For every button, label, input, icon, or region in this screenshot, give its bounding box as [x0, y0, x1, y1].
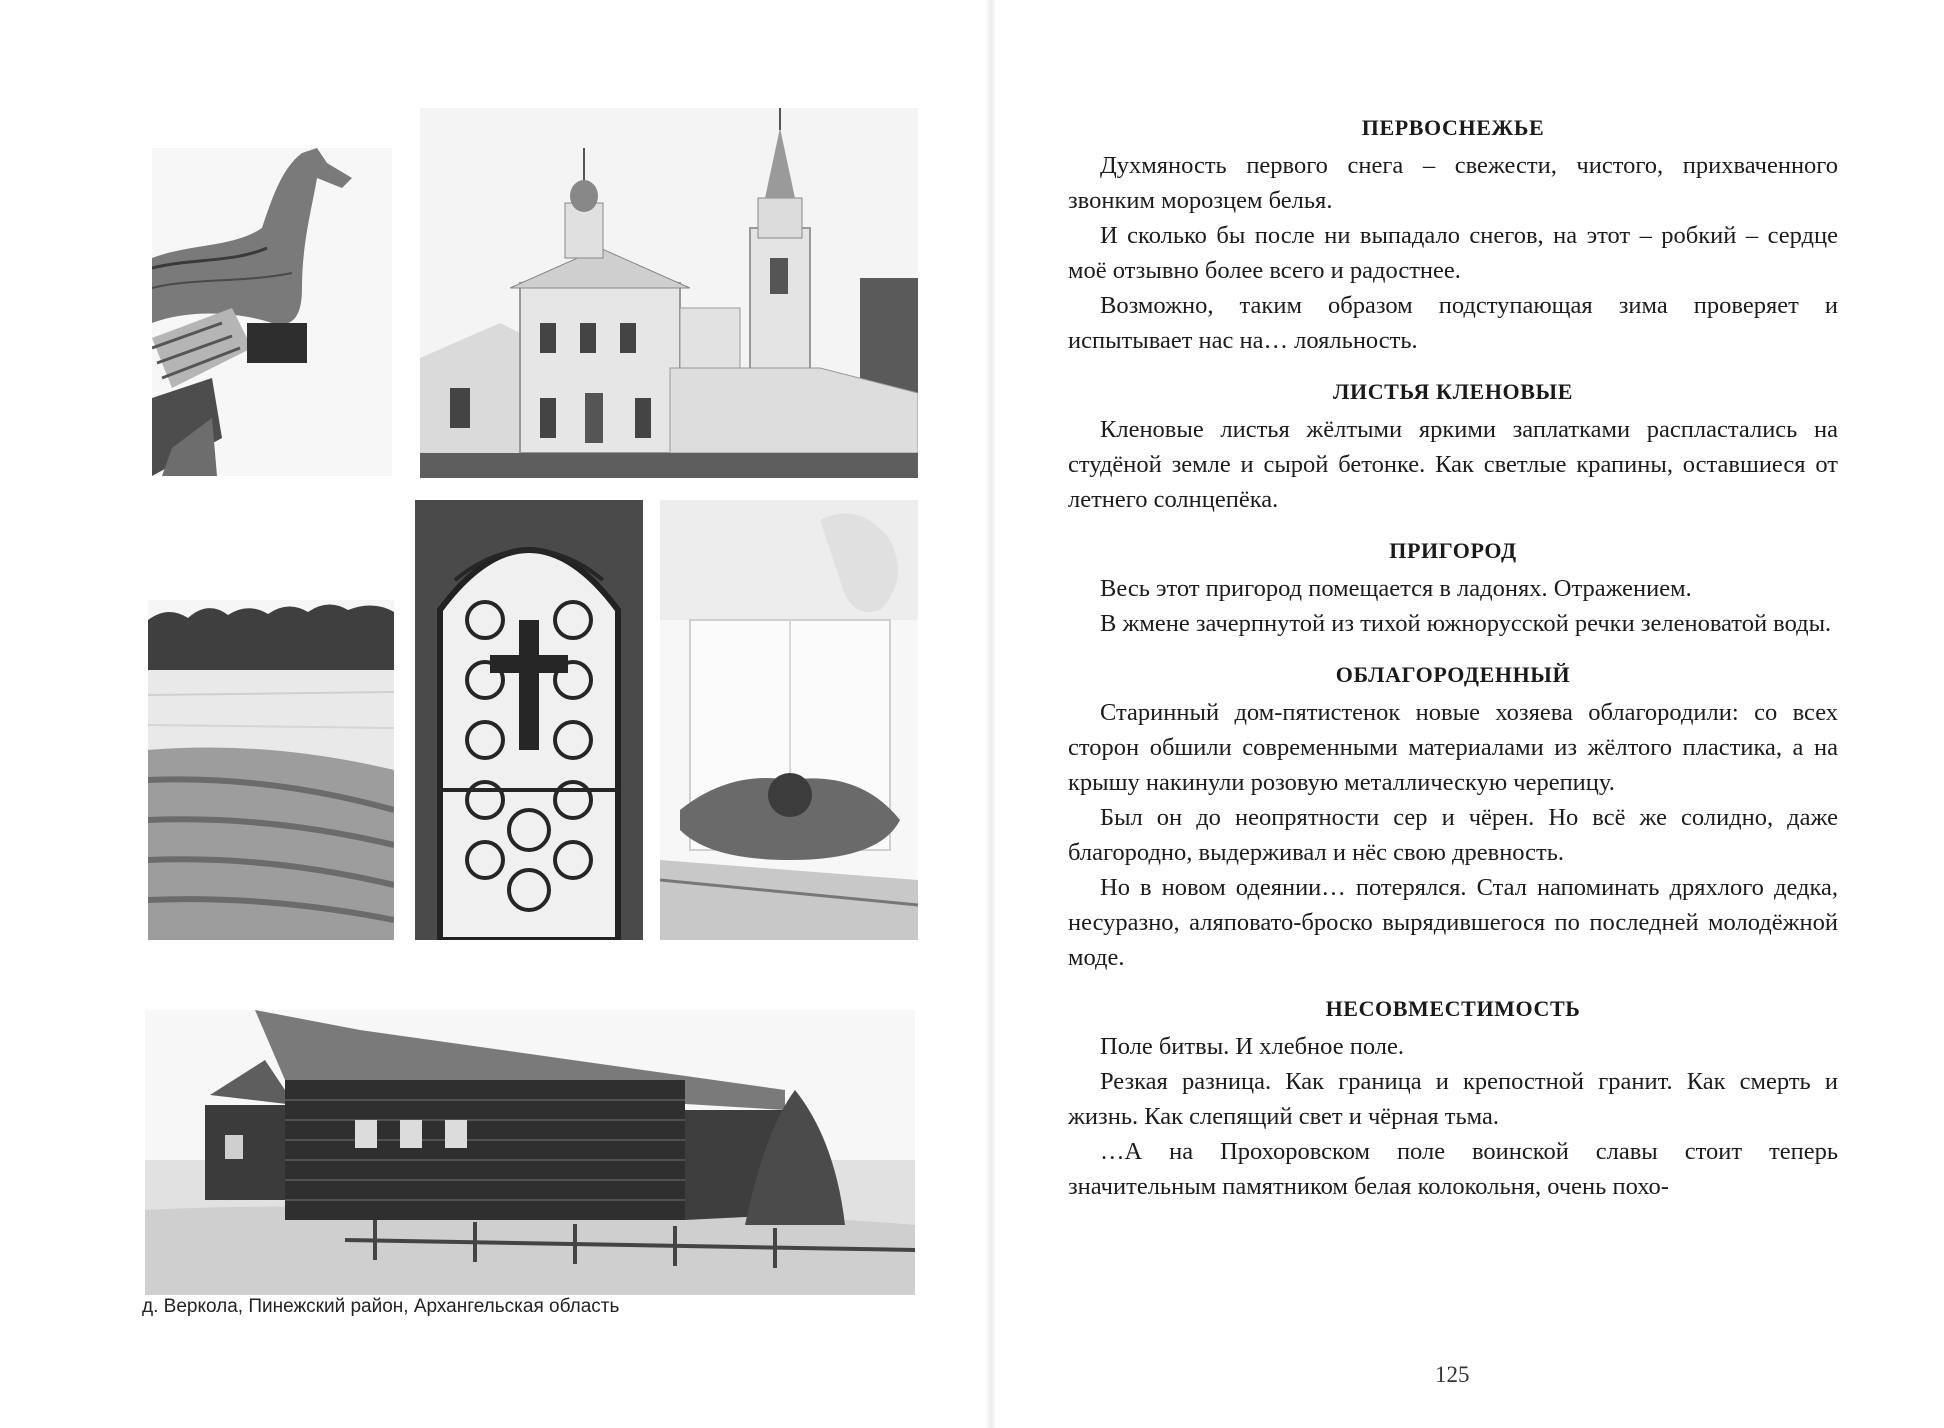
section-nesovmestimost — [1068, 989, 1838, 1204]
section-prigorod — [1068, 531, 1838, 641]
section-title: ОБЛАГОРОДЕННЫЙ — [1335, 662, 1571, 687]
section-pervosnezhye — [1068, 108, 1838, 358]
photo-wooden-log-house — [145, 1010, 915, 1295]
photo-lake-shore — [148, 600, 394, 940]
paragraph: Духмяность первого снега – свежести, чистого, прихваченного звонким морозцем белья. — [1068, 152, 1838, 214]
section-title: НЕСОВМЕСТИМОСТЬ — [1325, 996, 1581, 1021]
paragraph: В жмене зачерпнутой из тихой южнорусской речки зеленоватой воды. — [1100, 610, 1832, 637]
paragraph: …А на Прохоровском поле воинской славы стоит теперь значительным памятником белая колокольня, очень похо- — [1068, 1138, 1838, 1200]
paragraph: Старинный дом-пятистенок новые хозяева облагородили: со всех сторон обшили современными материалами из жёлтого пластика, а на крышу накинули розовую металлическую черепицу. — [1068, 699, 1838, 796]
section-title: ПРИГОРОД — [1389, 538, 1517, 563]
paragraph: Кленовые листья жёлтыми яркими заплатками распластались на студёной земле и сырой бетонке. Как светлые крапины, оставшиеся от летнего солнцепёка. — [1068, 416, 1838, 513]
photo-arched-window-grille — [415, 500, 643, 940]
section-title: ЛИСТЬЯ КЛЕНОВЫЕ — [1332, 379, 1574, 404]
paragraph: Резкая разница. Как граница и крепостной гранит. Как смерть и жизнь. Как слепящий свет и чёрная тьма. — [1068, 1068, 1838, 1130]
section-oblagorodenny — [1068, 655, 1838, 975]
photo-window-sill-bouquet — [660, 500, 918, 940]
paragraph: Весь этот пригород помещается в ладонях. Отражением. — [1100, 575, 1692, 602]
text-column — [1068, 108, 1838, 1218]
paragraph: Возможно, таким образом подступающая зима проверяет и испытывает нас на… лояльность. — [1068, 292, 1838, 354]
paragraph: Был он до неопрятности сер и чёрен. Но всё же солидно, даже благородно, выдерживал и нёс свою древность. — [1068, 804, 1838, 866]
paragraph: И сколько бы после ни выпадало снегов, на этот – робкий – сердце моё отзывно более всего и радостнее. — [1068, 222, 1838, 284]
section-listya-klenovye — [1068, 372, 1838, 517]
section-title: ПЕРВОСНЕЖЬЕ — [1361, 115, 1545, 140]
book-gutter — [985, 0, 997, 1428]
paragraph: Поле битвы. И хлебное поле. — [1100, 1033, 1404, 1060]
photo-carved-horse-roof — [152, 148, 392, 476]
photo-white-church — [420, 108, 918, 478]
paragraph: Но в новом одеянии… потерялся. Стал напоминать дряхлого дедка, несуразно, аляповато-броско вырядившегося по последней молодёжной моде. — [1068, 874, 1838, 971]
page-number: 125 — [1435, 1362, 1470, 1387]
photo-caption: д. Веркола, Пинежский район, Архангельская область — [142, 1296, 620, 1317]
